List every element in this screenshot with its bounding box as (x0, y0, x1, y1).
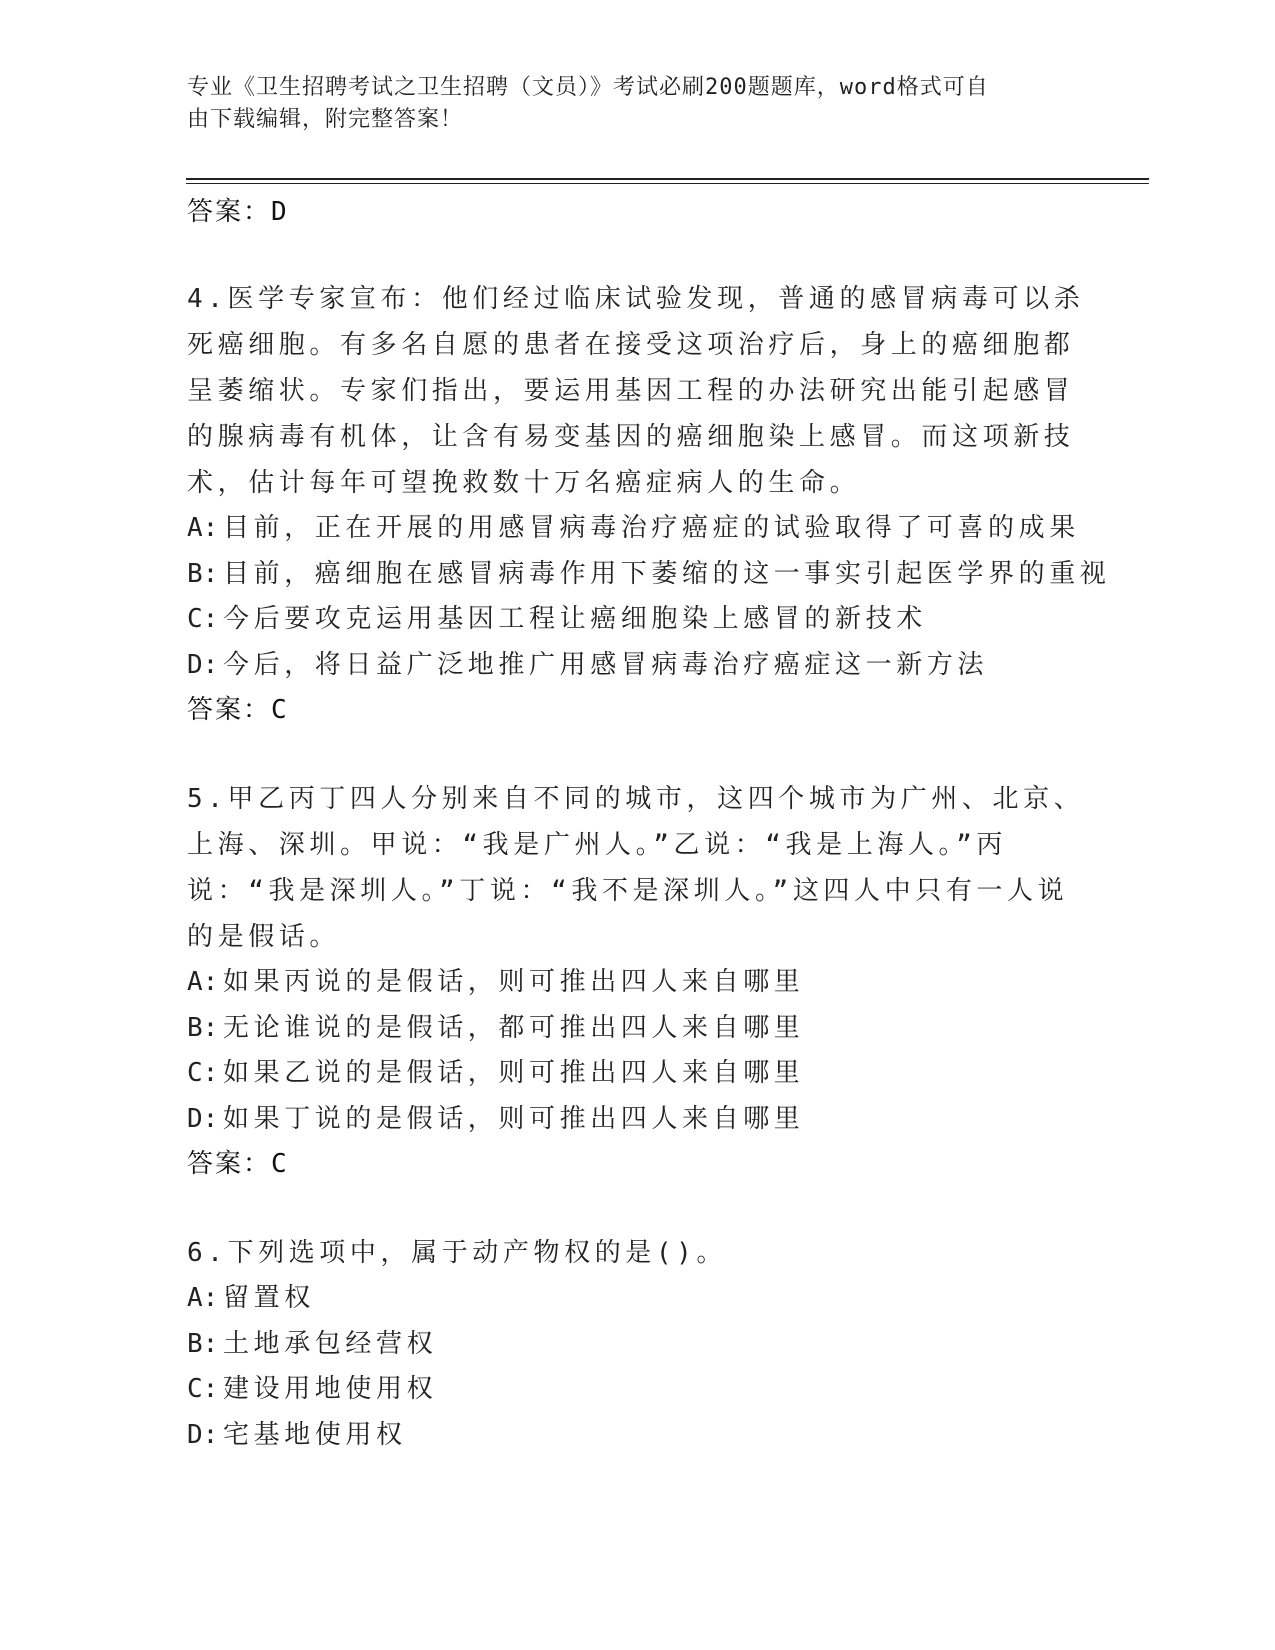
header-line-2: 由下载编辑，附完整答案！ (187, 107, 464, 132)
option-letter: C: (187, 1058, 219, 1088)
answer-value: C (271, 695, 288, 725)
option-text: 目前，正在开展的用感冒病毒治疗癌症的试验取得了可喜的成果 (223, 513, 1080, 543)
answer-label: 答案： (187, 1149, 272, 1179)
spacer (187, 234, 1087, 278)
question-6 (187, 1230, 1087, 1458)
spacer (187, 1186, 1087, 1230)
question-stem: 5.甲乙丙丁四人分别来自不同的城市，这四个城市为广州、北京、上海、深圳。甲说：“我是广州人。”乙说：“我是上海人。”丙说：“我是深圳人。”丁说：“我不是深圳人。”这四人中只有一人说的是假话。 (187, 784, 1085, 952)
option-c (187, 1367, 1087, 1413)
option-a (187, 1276, 1087, 1322)
option-b (187, 1322, 1087, 1368)
previous-answer (187, 190, 1087, 234)
option-a (187, 506, 1087, 552)
option-letter: C: (187, 1374, 219, 1404)
option-letter: A: (187, 513, 219, 543)
question-answer (187, 1142, 1087, 1186)
option-text: 今后要攻克运用基因工程让癌细胞染上感冒的新技术 (223, 604, 927, 634)
question-5 (187, 776, 1087, 1186)
option-text: 如果丁说的是假话，则可推出四人来自哪里 (223, 1103, 805, 1134)
answer-label: 答案： (187, 197, 272, 227)
answer-value: C (271, 1149, 288, 1179)
option-text: 建设用地使用权 (223, 1374, 438, 1404)
option-text: 如果丙说的是假话，则可推出四人来自哪里 (223, 967, 805, 997)
option-d (187, 1413, 1087, 1459)
option-text: 目前，癌细胞在感冒病毒作用下萎缩的这一事实引起医学界的重视 (223, 558, 1111, 589)
option-letter: A: (187, 1283, 219, 1313)
option-text: 留置权 (223, 1283, 315, 1313)
question-list (187, 190, 1111, 1458)
option-letter: C: (187, 604, 219, 634)
question-answer (187, 688, 1087, 732)
option-text: 宅基地使用权 (223, 1419, 407, 1450)
answer-value: D (271, 197, 288, 227)
answer-label: 答案： (187, 695, 272, 725)
header-rule-thick (186, 178, 1149, 180)
question-4 (187, 276, 1111, 732)
option-letter: B: (187, 1328, 219, 1359)
option-letter: A: (187, 967, 219, 997)
question-stem: 4.医学专家宣布：他们经过临床试验发现，普通的感冒病毒可以杀死癌细胞。有多名自愿的患者在接受这项治疗后，身上的癌细胞都呈萎缩状。专家们指出，要运用基因工程的办法研究出能引起感冒的腺病毒有机体，让含有易变基因的癌细胞染上感冒。而这项新技术，估计每年可望挽救数十万名癌症病人的生命。 (187, 284, 1085, 498)
option-text: 土地承包经营权 (223, 1328, 438, 1359)
option-text: 今后，将日益广泛地推广用感冒病毒治疗癌症这一新方法 (223, 649, 989, 680)
option-letter: B: (187, 558, 219, 589)
question-stem: 6.下列选项中，属于动产物权的是()。 (187, 1238, 728, 1268)
option-d (187, 643, 1087, 689)
page-header (187, 72, 1067, 136)
option-c (187, 1051, 1087, 1097)
option-text: 如果乙说的是假话，则可推出四人来自哪里 (223, 1058, 805, 1088)
option-letter: D: (187, 649, 219, 680)
spacer (187, 732, 1087, 776)
header-rule-thin (186, 183, 1149, 184)
option-letter: B: (187, 1012, 219, 1043)
option-d (187, 1097, 1087, 1143)
option-letter: D: (187, 1419, 219, 1450)
option-b (187, 1006, 1087, 1052)
option-c (187, 597, 1087, 643)
header-line-1: 专业《卫生招聘考试之卫生招聘（文员）》考试必刷200题题库，word格式可自 (187, 75, 989, 100)
option-a (187, 960, 1087, 1006)
option-letter: D: (187, 1103, 219, 1134)
option-text: 无论谁说的是假话，都可推出四人来自哪里 (223, 1012, 805, 1043)
option-b (187, 552, 1111, 598)
